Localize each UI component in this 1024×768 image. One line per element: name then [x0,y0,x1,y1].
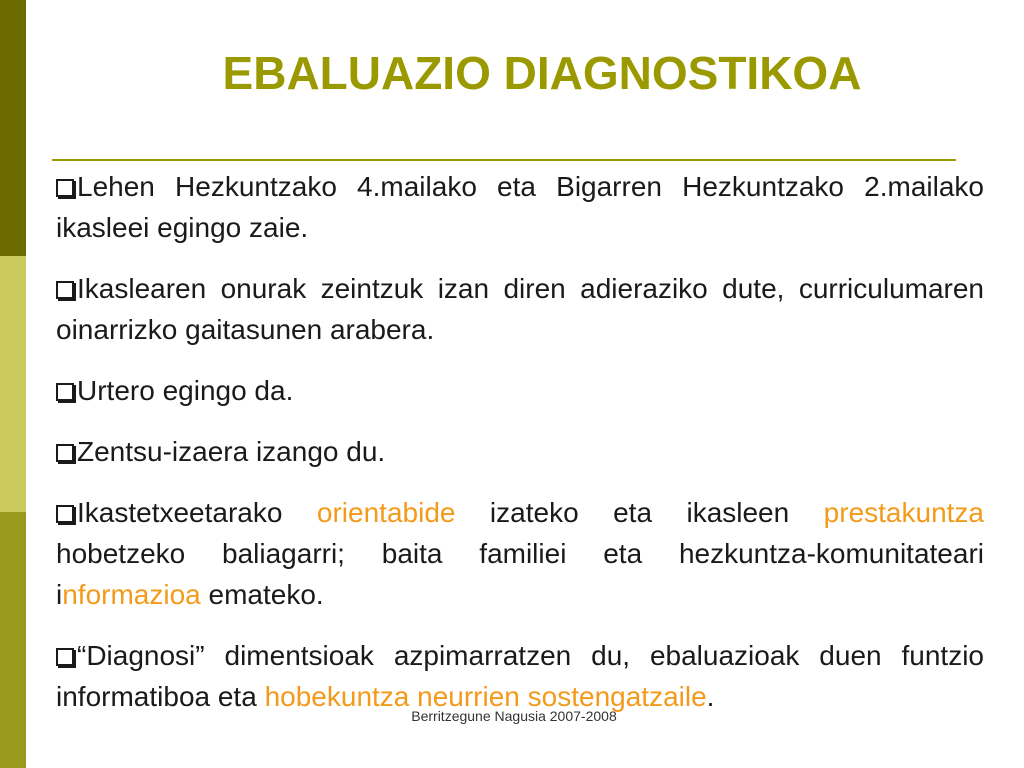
bullet-text: Urtero egingo da. [77,375,294,406]
bullet-item [56,166,984,248]
slide-title: EBALUAZIO DIAGNOSTIKOA [222,47,862,99]
checkbox-bullet-icon [56,281,74,299]
checkbox-bullet-icon [56,505,74,523]
highlighted-text: orientabide [316,497,456,528]
bullet-item [56,370,984,411]
checkbox-bullet-icon [56,648,74,666]
bullet-text: . [706,681,715,712]
bullet-text: Ikastetxeetarako [77,497,317,528]
bullet-text: Ikaslearen onurak zeintzuk izan diren adieraziko dute, curriculumaren oinarrizko gaitasunen arabera. [56,273,984,345]
sidebar-band-bottom [0,512,26,768]
checkbox-bullet-icon [56,383,74,401]
bullet-list [56,166,984,737]
highlighted-text: prestakuntza [823,497,984,528]
bullet-text: hobetzeko baliagarri; baita familiei eta hezkuntza-komunitateari i [56,538,984,610]
bullet-text: emateko. [200,579,324,610]
bullet-text: Lehen Hezkuntzako 4.mailako eta Bigarren Hezkuntzako 2.mailako ikasleei egingo zaie. [56,171,984,243]
checkbox-bullet-icon [56,444,74,462]
bullet-item [56,268,984,350]
bullet-text: “Diagnosi” dimentsioak azpimarratzen du, ebaluazioak duen funtzio informatiboa eta [56,640,984,712]
footer-text: Berritzegune Nagusia 2007-2008 [411,708,617,724]
sidebar-band-top [0,0,26,256]
bullet-item [56,635,984,717]
sidebar-band-middle [0,256,26,512]
bullet-text: Zentsu-izaera izango du. [77,436,386,467]
bullet-item [56,492,984,615]
title-underline [52,159,956,161]
highlighted-text: hobekuntza neurrien sostengatzaile [264,681,707,712]
bullet-item [56,431,984,472]
highlighted-text: nformazioa [62,579,201,610]
checkbox-bullet-icon [56,179,74,197]
bullet-text: izateko eta ikasleen [455,497,824,528]
